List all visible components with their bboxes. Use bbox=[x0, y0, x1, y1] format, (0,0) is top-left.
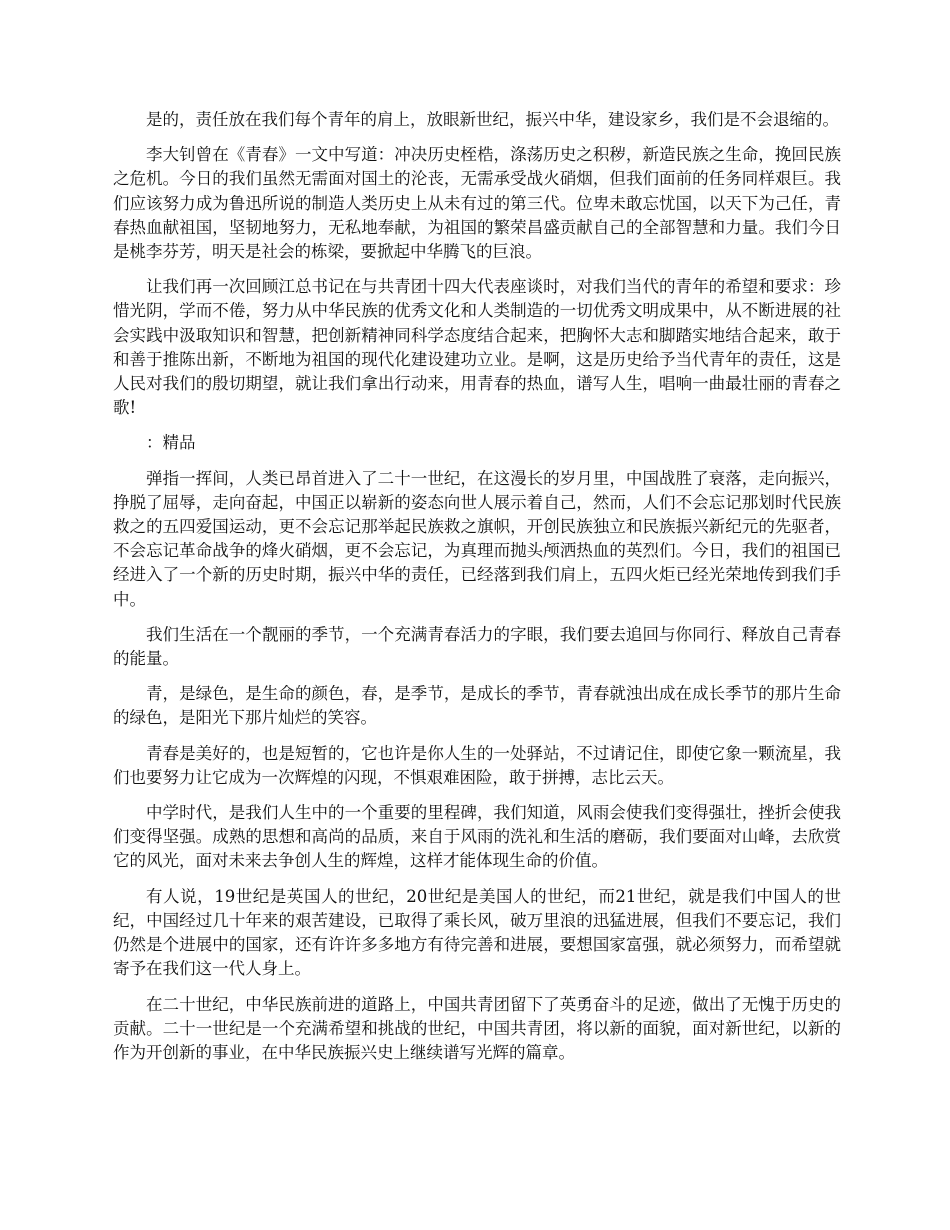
paragraph-chinese-century: 有人说，19世纪是英国人的世纪，20世纪是美国人的世纪，而21世纪，就是我们中国人的世纪，中国经过几十年来的艰苦建设，已取得了乘长风，破万里浪的迅猛进展，但我们不要忘记，我们仍然是个进展中的国家，还有许许多多地方有待完善和进展，要想国家富强，就必须努力，而希望就寄予在我们这一代人身上。 bbox=[113, 886, 841, 979]
paragraph-responsibility: 是的，责任放在我们每个青年的肩上，放眼新世纪，振兴中华，建设家乡，我们是不会退缩的。 bbox=[146, 110, 839, 129]
paragraph-twenty-first-century: 弹指一挥间，人类已昂首进入了二十一世纪，在这漫长的岁月里，中国战胜了衰落，走向振兴，挣脱了屈辱，走向奋起，中国正以崭新的姿态向世人展示着自己，然而，人们不会忘记那划时代民族救之的五四爱国运动，更不会忘记那举起民族救之旗帜，开创民族独立和民族振兴新纪元的先驱者，不会忘记革命战争的烽火硝烟，更不会忘记，为真理而抛头颅洒热血的英烈们。今日，我们的祖国已经进入了一个新的历史时期，振兴中华的责任，已经落到我们肩上，五四火炬已经光荣地传到我们手中。 bbox=[113, 468, 841, 609]
paragraph-middle-school: 中学时代，是我们人生中的一个重要的里程碑，我们知道，风雨会使我们变得强壮，挫折会使我们变得坚强。成熟的思想和高尚的品质，来自于风雨的洗礼和生活的磨砺，我们要面对山峰，去欣赏它的风光，面对未来去争创人生的辉煌，这样才能体现生命的价值。 bbox=[113, 803, 841, 871]
paragraph-green-youth: 青，是绿色，是生命的颜色，春，是季节，是成长的季节，青春就浊出成在成长季节的那片生命的绿色，是阳光下那片灿烂的笑容。 bbox=[113, 684, 841, 728]
document-page bbox=[113, 108, 841, 1076]
paragraph-beautiful-season: 我们生活在一个靓丽的季节，一个充满青春活力的字眼，我们要去追回与你同行、释放自己青春的能量。 bbox=[113, 624, 841, 669]
paragraph-youth-league: 在二十世纪，中华民族前进的道路上，中国共青团留下了英勇奋斗的足迹，做出了无愧于历史的贡献。二十一世纪是一个充满希望和挑战的世纪，中国共青团，将以新的面貌，面对新世纪，以新的作为开创新的事业，在中华民族振兴史上继续谱写光辉的篇章。 bbox=[113, 994, 841, 1062]
paragraph-jiang-expectations: 让我们再一次回顾江总书记在与共青团十四大代表座谈时，对我们当代的青年的希望和要求：珍惜光阴，学而不倦，努力从中华民族的优秀文化和人类制造的一切优秀文明成果中，从不断进展的社会实践中汲取知识和智慧，把创新精神同科学态度结合起来，把胸怀大志和脚踏实地结合起来，敢于和善于推陈出新，不断地为祖国的现代化建设建功立业。是啊，这是历史给予当代青年的责任，这是人民对我们的殷切期望，就让我们拿出行动来，用青春的热血，谱写人生，唱响一曲最壮丽的青春之歌! bbox=[113, 277, 841, 418]
paragraph-youth-brief: 青春是美好的，也是短暂的，它也许是你人生的一处驿站，不过请记住，即使它象一颗流星，我们也要努力让它成为一次辉煌的闪现，不惧艰难困险，敢于拼搏，志比云天。 bbox=[113, 743, 841, 787]
paragraph-li-dazhao-quote: 李大钊曾在《青春》一文中写道：冲决历史桎梏，涤荡历史之积秽，新造民族之生命，挽回民族之危机。今日的我们虽然无需面对国土的沦丧，无需承受战火硝烟，但我们面前的任务同样艰巨。我们应该努力成为鲁迅所说的制造人类历史上从未有过的第三代。位卑未敢忘忧国，以天下为己任，青春热血献祖国，坚韧地努力，无私地奉献，为祖国的繁荣昌盛贡献自己的全部智慧和力量。我们今日是桃李芬芳，明天是社会的栋梁，要掀起中华腾飞的巨浪。 bbox=[113, 145, 841, 262]
section-label: ：精品 bbox=[146, 433, 196, 453]
